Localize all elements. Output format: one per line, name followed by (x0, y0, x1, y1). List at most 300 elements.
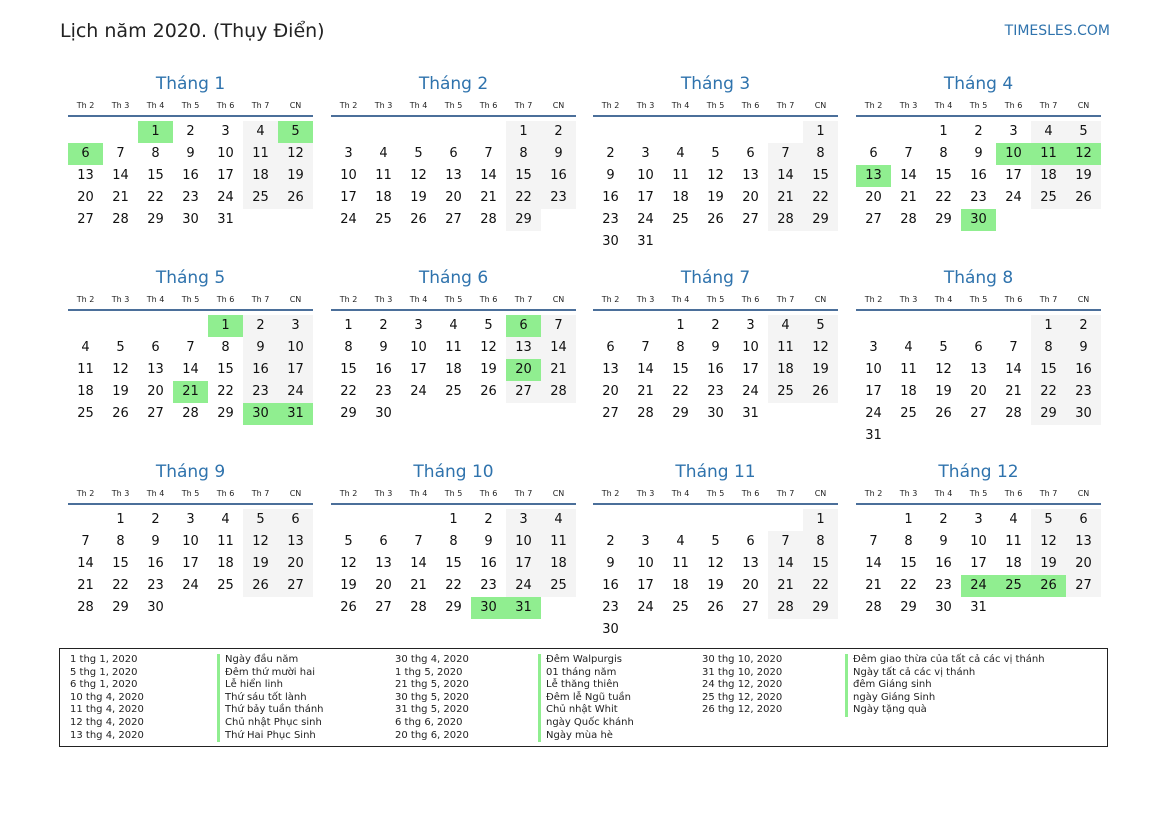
day-cell: 12 (803, 337, 838, 359)
day-cell: 17 (340, 190, 357, 205)
weekday-label: Th 6 (1004, 295, 1023, 304)
day-cell: 4 (541, 509, 576, 531)
day-cell: 22 (900, 578, 917, 593)
day-cell: 7 (186, 340, 195, 355)
day-cell: 30 (182, 212, 199, 227)
day-cell: 13 (77, 168, 94, 183)
empty-cell (856, 121, 891, 143)
weekday-header (593, 486, 838, 502)
day-cell: 19 (480, 362, 497, 377)
legend-item: 30 thg 4, 2020 (395, 654, 469, 665)
weekday-label: Th 3 (636, 489, 655, 498)
weekday-label: Th 4 (146, 101, 165, 110)
weekday-label: Th 6 (479, 101, 498, 110)
holiday-day-cell: 11 (1031, 143, 1066, 165)
day-cell: 29 (147, 212, 164, 227)
weekday-label: Th 4 (671, 101, 690, 110)
weekday-header (593, 98, 838, 114)
day-cell: 26 (340, 600, 357, 615)
day-cell: 27 (375, 600, 392, 615)
day-cell: 3 (746, 318, 755, 333)
legend-item: 13 thg 4, 2020 (70, 729, 144, 741)
month-12 (856, 460, 1101, 619)
empty-cell (856, 315, 891, 337)
day-cell: 5 (484, 318, 493, 333)
day-cell: 11 (445, 340, 462, 355)
weekday-label: CN (552, 489, 565, 498)
day-cell: 20 (602, 384, 619, 399)
weekday-label: Th 5 (706, 295, 725, 304)
day-cell: 26 (112, 406, 129, 421)
day-cell: 28 (182, 406, 199, 421)
day-cell: 27 (742, 212, 759, 227)
empty-cell (103, 121, 138, 143)
empty-cell (996, 315, 1031, 337)
day-cell: 29 (340, 406, 357, 421)
day-cell: 6 (869, 146, 878, 161)
weekday-label: Th 2 (601, 489, 620, 498)
day-cell: 15 (672, 362, 689, 377)
day-grid (593, 121, 838, 253)
legend-item: 31 thg 5, 2020 (395, 704, 469, 716)
weekday-label: Th 4 (934, 489, 953, 498)
weekday-label: Th 6 (216, 101, 235, 110)
legend-item: Chủ nhật Phục sinh (217, 717, 324, 730)
legend-item: Thứ Hai Phục Sinh (217, 730, 324, 743)
day-cell: 27 (1066, 575, 1101, 597)
day-cell: 13 (506, 337, 541, 359)
day-cell: 16 (375, 362, 392, 377)
legend-item: Ngày tặng quà (845, 704, 1045, 717)
weekday-header (331, 486, 576, 502)
weekday-label: Th 3 (111, 489, 130, 498)
day-cell: 11 (768, 337, 803, 359)
day-cell: 19 (340, 578, 357, 593)
month-title: Tháng 6 (418, 268, 489, 288)
weekday-label: Th 4 (409, 295, 428, 304)
day-cell: 11 (77, 362, 94, 377)
empty-cell (768, 121, 803, 143)
weekday-label: Th 7 (1039, 295, 1058, 304)
weekday-label: Th 2 (339, 295, 358, 304)
day-cell: 13 (742, 168, 759, 183)
day-cell: 16 (970, 168, 987, 183)
day-cell: 1 (939, 124, 948, 139)
day-cell: 3 (414, 318, 423, 333)
day-cell: 11 (375, 168, 392, 183)
holiday-day-cell: 13 (856, 165, 891, 187)
header-divider (593, 309, 838, 311)
day-cell: 19 (1031, 553, 1066, 575)
empty-cell (768, 509, 803, 531)
day-cell: 6 (278, 509, 313, 531)
day-cell: 28 (637, 406, 654, 421)
day-cell: 26 (243, 575, 278, 597)
weekday-header (68, 98, 313, 114)
day-cell: 8 (939, 146, 948, 161)
day-cell: 29 (803, 597, 838, 619)
empty-cell (593, 315, 628, 337)
day-cell: 17 (637, 190, 654, 205)
legend-item: 5 thg 1, 2020 (70, 666, 138, 678)
empty-cell (173, 315, 208, 337)
weekday-label: CN (814, 101, 827, 110)
day-cell: 12 (1031, 531, 1066, 553)
day-cell: 12 (410, 168, 427, 183)
day-cell: 1 (449, 512, 458, 527)
holiday-day-cell: 30 (243, 403, 278, 425)
day-cell: 29 (506, 209, 541, 231)
header-divider (856, 115, 1101, 117)
day-cell: 26 (1066, 187, 1101, 209)
day-cell: 12 (278, 143, 313, 165)
day-cell: 28 (768, 209, 803, 231)
day-cell: 6 (974, 340, 983, 355)
empty-cell (68, 315, 103, 337)
day-cell: 5 (803, 315, 838, 337)
day-cell: 1 (676, 318, 685, 333)
day-cell: 2 (243, 315, 278, 337)
day-cell: 29 (672, 406, 689, 421)
day-cell: 28 (410, 600, 427, 615)
day-cell: 16 (707, 362, 724, 377)
day-cell: 25 (77, 406, 94, 421)
day-cell: 10 (742, 340, 759, 355)
month-title: Tháng 5 (155, 268, 226, 288)
day-cell: 27 (742, 600, 759, 615)
day-cell: 24 (278, 381, 313, 403)
day-cell: 27 (278, 575, 313, 597)
header-divider (331, 503, 576, 505)
weekday-label: CN (1077, 101, 1090, 110)
day-cell: 22 (1031, 381, 1066, 403)
legend-item: Đêm giao thừa của tất cả các vị thánh (845, 654, 1045, 667)
day-cell: 3 (221, 124, 230, 139)
legend-item: 10 thg 4, 2020 (70, 691, 144, 703)
day-cell: 7 (484, 146, 493, 161)
holiday-day-cell: 24 (961, 575, 996, 597)
month-title: Tháng 8 (943, 268, 1014, 288)
legend-item: Ngày tất cả các vị thánh (845, 667, 1045, 680)
holiday-day-cell: 25 (996, 575, 1031, 597)
day-cell: 11 (541, 531, 576, 553)
header-divider (68, 309, 313, 311)
weekday-label: Th 4 (409, 101, 428, 110)
day-cell: 28 (480, 212, 497, 227)
header-divider (593, 115, 838, 117)
day-cell: 21 (768, 575, 803, 597)
day-cell: 9 (939, 534, 948, 549)
holiday-day-cell: 30 (961, 209, 996, 231)
day-cell: 8 (151, 146, 160, 161)
header-divider (68, 503, 313, 505)
day-cell: 9 (484, 534, 493, 549)
day-cell: 22 (935, 190, 952, 205)
day-cell: 7 (641, 340, 650, 355)
day-cell: 25 (672, 212, 689, 227)
day-cell: 21 (112, 190, 129, 205)
day-cell: 10 (217, 146, 234, 161)
weekday-label: Th 2 (339, 489, 358, 498)
day-cell: 28 (77, 600, 94, 615)
day-cell: 20 (742, 578, 759, 593)
day-cell: 25 (900, 406, 917, 421)
day-cell: 19 (410, 190, 427, 205)
day-cell: 17 (506, 553, 541, 575)
month-5 (68, 266, 313, 425)
day-cell: 12 (707, 556, 724, 571)
day-cell: 8 (116, 534, 125, 549)
empty-cell (628, 509, 663, 531)
day-cell: 10 (637, 556, 654, 571)
day-cell: 12 (243, 531, 278, 553)
day-cell: 18 (672, 578, 689, 593)
holiday-day-cell: 1 (208, 315, 243, 337)
weekday-label: Th 5 (969, 101, 988, 110)
day-cell: 28 (1005, 406, 1022, 421)
day-cell: 25 (768, 381, 803, 403)
header-divider (331, 115, 576, 117)
month-title: Tháng 1 (155, 74, 226, 94)
day-grid (593, 509, 838, 641)
day-cell: 15 (506, 165, 541, 187)
day-cell: 9 (974, 146, 983, 161)
day-cell: 7 (904, 146, 913, 161)
day-cell: 11 (672, 168, 689, 183)
header-divider (593, 503, 838, 505)
month-8 (856, 266, 1101, 447)
legend-item: đêm Giáng sinh (845, 679, 1045, 692)
weekday-label: Th 6 (741, 101, 760, 110)
day-cell: 25 (375, 212, 392, 227)
day-cell: 22 (672, 384, 689, 399)
day-cell: 24 (637, 600, 654, 615)
day-grid (856, 315, 1101, 447)
empty-cell (366, 121, 401, 143)
day-cell: 18 (217, 556, 234, 571)
empty-cell (926, 315, 961, 337)
weekday-label: Th 3 (374, 101, 393, 110)
legend-item: Ngày mùa hè (538, 730, 634, 743)
day-cell: 30 (602, 234, 619, 249)
day-cell: 14 (768, 553, 803, 575)
day-cell: 31 (970, 600, 987, 615)
empty-cell (103, 315, 138, 337)
day-cell: 22 (147, 190, 164, 205)
month-title: Tháng 2 (418, 74, 489, 94)
day-cell: 19 (707, 190, 724, 205)
weekday-label: Th 2 (601, 101, 620, 110)
empty-cell (856, 509, 891, 531)
day-cell: 18 (672, 190, 689, 205)
day-cell: 2 (484, 512, 493, 527)
holiday-legend (59, 648, 1108, 747)
day-cell: 14 (637, 362, 654, 377)
day-cell: 21 (865, 578, 882, 593)
day-cell: 26 (935, 406, 952, 421)
day-cell: 17 (1005, 168, 1022, 183)
day-cell: 14 (112, 168, 129, 183)
empty-cell (331, 509, 366, 531)
day-grid (68, 509, 313, 619)
day-cell: 26 (803, 381, 838, 403)
empty-cell (401, 121, 436, 143)
day-cell: 9 (186, 146, 195, 161)
day-cell: 26 (410, 212, 427, 227)
day-cell: 26 (278, 187, 313, 209)
day-cell: 21 (480, 190, 497, 205)
day-cell: 5 (243, 509, 278, 531)
day-cell: 5 (1066, 121, 1101, 143)
legend-dates-1 (70, 654, 144, 742)
day-cell: 9 (541, 143, 576, 165)
empty-cell (628, 121, 663, 143)
day-cell: 8 (1031, 337, 1066, 359)
legend-item: Đêm Walpurgis (538, 654, 634, 667)
month-title: Tháng 9 (155, 462, 226, 482)
weekday-label: Th 5 (444, 101, 463, 110)
header-divider (68, 115, 313, 117)
empty-cell (698, 121, 733, 143)
day-cell: 20 (147, 384, 164, 399)
weekday-label: Th 5 (706, 489, 725, 498)
day-cell: 2 (1066, 315, 1101, 337)
day-cell: 4 (243, 121, 278, 143)
day-grid (331, 315, 576, 425)
legend-names-2 (538, 654, 634, 742)
day-cell: 20 (742, 190, 759, 205)
day-cell: 15 (112, 556, 129, 571)
empty-cell (366, 509, 401, 531)
day-cell: 23 (182, 190, 199, 205)
day-cell: 10 (182, 534, 199, 549)
day-cell: 27 (865, 212, 882, 227)
holiday-day-cell: 6 (506, 315, 541, 337)
weekday-label: Th 2 (864, 101, 883, 110)
day-cell: 3 (641, 534, 650, 549)
empty-cell (593, 509, 628, 531)
day-cell: 23 (480, 578, 497, 593)
day-cell: 26 (707, 212, 724, 227)
weekday-label: Th 3 (899, 489, 918, 498)
weekday-label: Th 7 (514, 295, 533, 304)
legend-item: Thứ bảy tuần thánh (217, 704, 324, 717)
day-cell: 2 (939, 512, 948, 527)
day-cell: 28 (900, 212, 917, 227)
day-cell: 21 (541, 359, 576, 381)
day-cell: 2 (541, 121, 576, 143)
month-6 (331, 266, 576, 425)
day-cell: 6 (746, 534, 755, 549)
weekday-header (68, 486, 313, 502)
day-cell: 7 (768, 143, 803, 165)
legend-item: 6 thg 6, 2020 (395, 716, 463, 728)
day-cell: 6 (746, 146, 755, 161)
empty-cell (331, 121, 366, 143)
legend-item: Thứ sáu tốt lành (217, 692, 324, 705)
day-cell: 16 (243, 359, 278, 381)
day-cell: 22 (445, 578, 462, 593)
day-cell: 14 (865, 556, 882, 571)
day-cell: 13 (1066, 531, 1101, 553)
day-cell: 2 (151, 512, 160, 527)
day-cell: 17 (637, 578, 654, 593)
day-cell: 25 (541, 575, 576, 597)
month-title: Tháng 10 (413, 462, 494, 482)
legend-item: 1 thg 1, 2020 (70, 654, 138, 665)
day-cell: 29 (112, 600, 129, 615)
day-cell: 15 (1031, 359, 1066, 381)
weekday-label: Th 5 (444, 295, 463, 304)
weekday-label: Th 6 (479, 489, 498, 498)
day-cell: 24 (506, 575, 541, 597)
legend-item: Đêm lễ Ngũ tuần (538, 692, 634, 705)
weekday-header (593, 292, 838, 308)
month-2 (331, 72, 576, 231)
weekday-label: Th 5 (181, 489, 200, 498)
page-title: Lịch năm 2020. (Thụy Điển) (60, 20, 325, 42)
day-cell: 30 (707, 406, 724, 421)
day-cell: 8 (676, 340, 685, 355)
day-cell: 4 (904, 340, 913, 355)
legend-item: 6 thg 1, 2020 (70, 679, 138, 691)
day-cell: 8 (904, 534, 913, 549)
day-cell: 27 (445, 212, 462, 227)
day-cell: 5 (711, 146, 720, 161)
day-cell: 12 (935, 362, 952, 377)
legend-item: 01 tháng năm (538, 667, 634, 680)
weekday-label: Th 2 (76, 101, 95, 110)
empty-cell (68, 509, 103, 531)
day-cell: 20 (970, 384, 987, 399)
weekday-header (331, 98, 576, 114)
day-cell: 22 (803, 575, 838, 597)
weekday-label: Th 7 (1039, 101, 1058, 110)
day-cell: 9 (606, 168, 615, 183)
weekday-label: Th 7 (251, 295, 270, 304)
day-cell: 29 (900, 600, 917, 615)
day-cell: 9 (606, 556, 615, 571)
day-cell: 14 (410, 556, 427, 571)
day-cell: 7 (541, 315, 576, 337)
day-cell: 3 (186, 512, 195, 527)
day-cell: 1 (344, 318, 353, 333)
weekday-label: Th 7 (514, 489, 533, 498)
brand-link[interactable]: TIMESLES.COM (1004, 23, 1110, 39)
weekday-label: CN (814, 489, 827, 498)
day-cell: 22 (112, 578, 129, 593)
day-cell: 7 (768, 531, 803, 553)
day-cell: 22 (340, 384, 357, 399)
day-cell: 23 (602, 212, 619, 227)
weekday-label: Th 2 (601, 295, 620, 304)
day-grid (68, 315, 313, 425)
legend-item: ngày Quốc khánh (538, 717, 634, 730)
day-cell: 15 (803, 553, 838, 575)
legend-item: 12 thg 4, 2020 (70, 716, 144, 728)
day-cell: 16 (541, 165, 576, 187)
holiday-day-cell: 26 (1031, 575, 1066, 597)
day-cell: 18 (77, 384, 94, 399)
day-cell: 17 (865, 384, 882, 399)
empty-cell (138, 315, 173, 337)
day-cell: 24 (182, 578, 199, 593)
day-cell: 23 (935, 578, 952, 593)
day-cell: 25 (672, 600, 689, 615)
header-divider (331, 309, 576, 311)
day-cell: 4 (676, 534, 685, 549)
weekday-label: Th 4 (146, 295, 165, 304)
